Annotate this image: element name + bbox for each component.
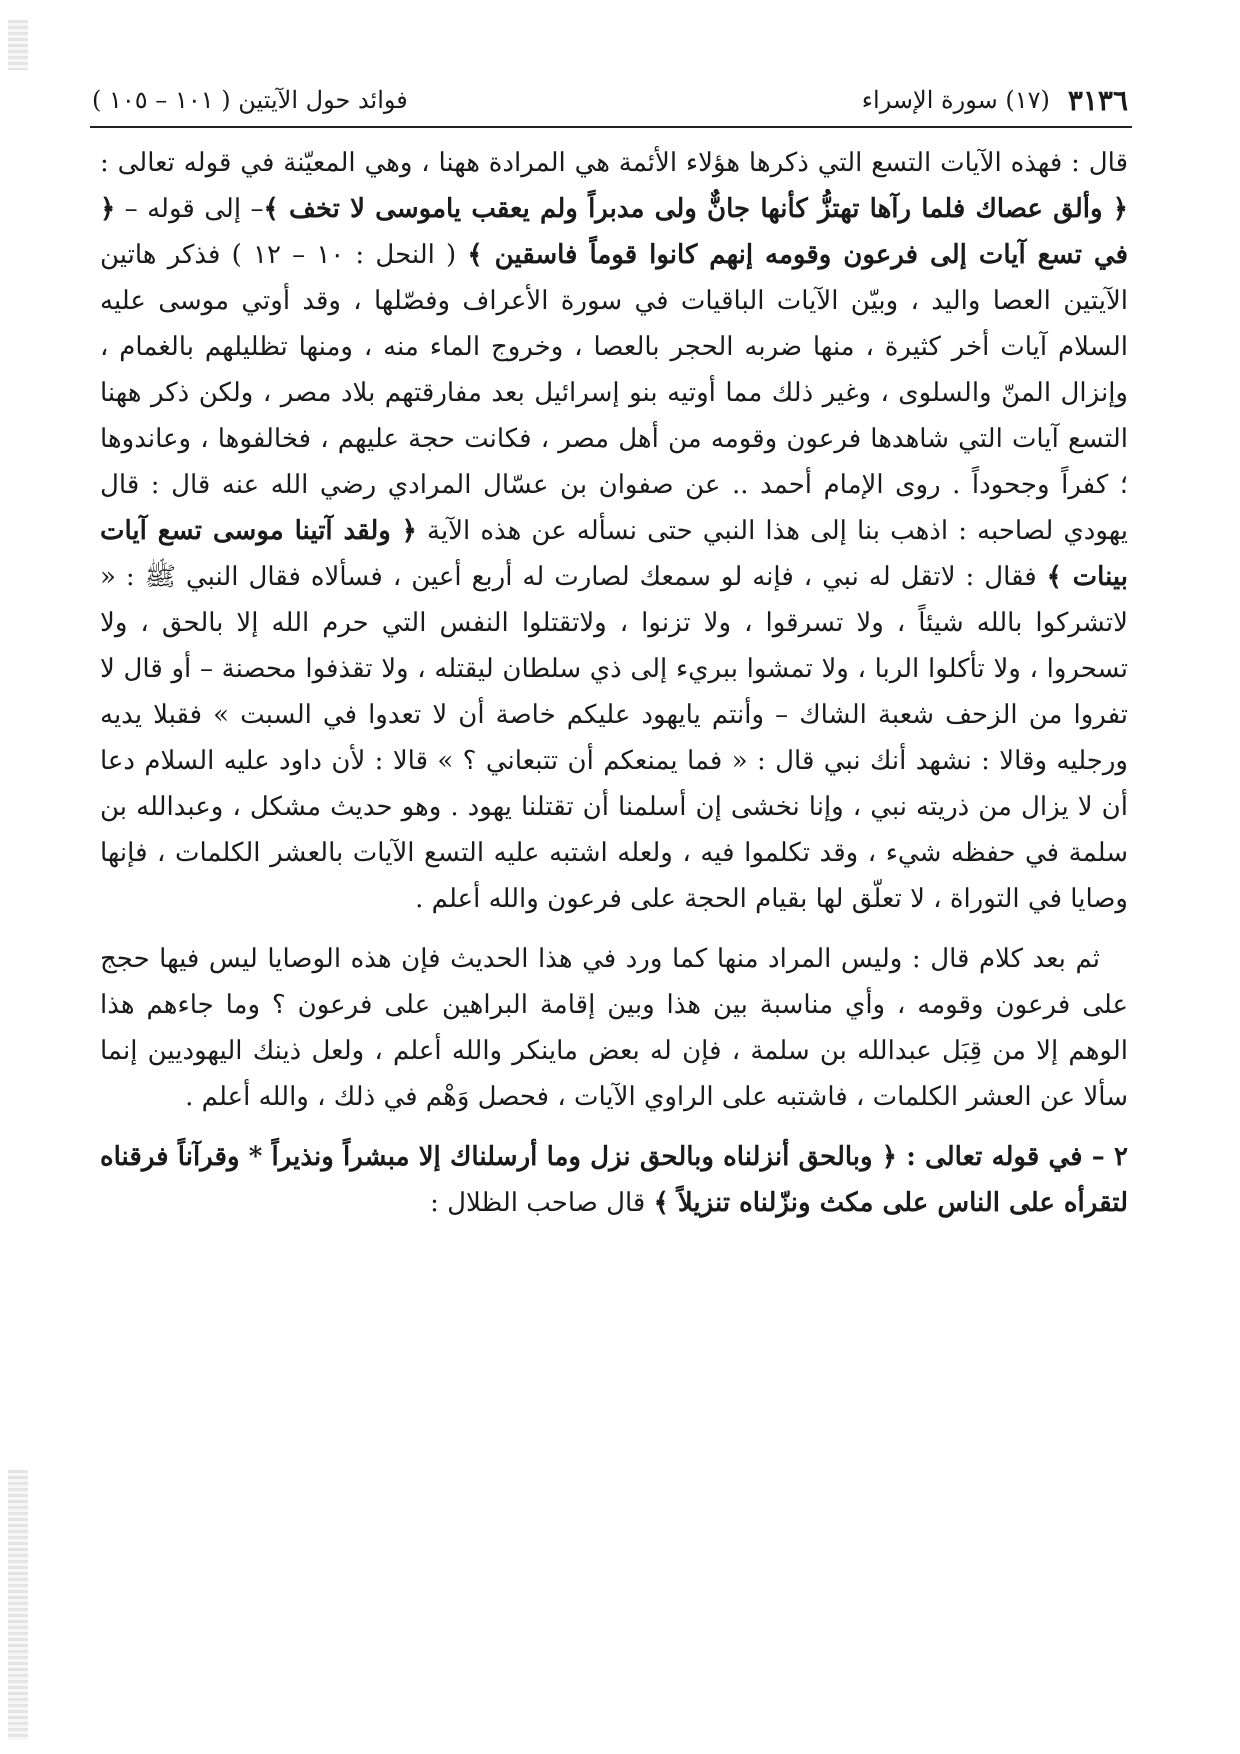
section-title: فوائد حول الآيتين ( ١٠١ – ١٠٥ ) xyxy=(92,86,408,114)
text-segment: ( النحل : ١٠ – ١٢ ) فذكر هاتين الآيتين العصا واليد ، وبيّن الآيات الباقيات في سورة الأعراف وفصّلها ، وقد أوتي موسى عليه السلام آيات أخر كثيرة ، منها ضربه الحجر بالعصا ، وخروج الماء منه ، ومنها تظليلهم بالغمام ، وإنزال المنّ والسلوى ، وغير ذلك مما أوتيه بنو إسرائيل بعد مفارقتهم بلاد مصر ، ولكن ذكر ههنا التسع آيات التي شاهدها فرعون وقومه من أهل مصر ، فكانت حجة عليهم ، فخالفوها ، وعاندوها ؛ كفراً وجحوداً . روى الإمام أحمد .. عن صفوان بن عسّال المرادي رضي الله عنه قال : قال يهودي لصاحبه : اذهب بنا إلى هذا النبي حتى نسأله عن هذه الآية xyxy=(100,240,1128,546)
binding-shadow xyxy=(8,1470,28,1740)
bold-text-segment: ﴿ في تسع آيات إلى فرعون وقومه إنهم كانوا قوماً فاسقين ﴾ xyxy=(100,194,1129,270)
bold-text-segment: ﴿ وألق عصاك فلما رآها تهتزُّ كأنها جانٌّ ولى مدبراً ولم يعقب ياموسى لا تخف ﴾ xyxy=(263,194,1128,224)
text-segment: – إلى قوله – xyxy=(115,194,264,224)
paragraph xyxy=(100,140,1128,922)
header-rule xyxy=(90,126,1132,128)
text-segment: فقال : لاتقل له نبي ، فإنه لو سمعك لصارت له أربع أعين ، فسألاه فقال النبي ﷺ : « لاتشركوا بالله شيئاً ، ولا تسرقوا ، ولا تزنوا ، ولاتقتلوا النفس التي حرم الله إلا بالحق ، ولا تسحروا ، ولا تأكلوا الربا ، ولا تمشوا ببريء إلى ذي سلطان ليقتله ، ولا تقذفوا محصنة – أو قال لا تفروا من الزحف شعبة الشاك – وأنتم يايهود عليكم خاصة أن لا تعدوا في السبت » فقبلا يديه ورجليه وقالا : نشهد أنك نبي قال : « فما يمنعكم أن تتبعاني ؟ » قالا : لأن داود عليه السلام دعا أن لا يزال من ذريته نبي ، وإنا نخشى إن أسلمنا أن تقتلنا يهود . وهو حديث مشكل ، وعبدالله بن سلمة في حفظه شيء ، وقد تكلموا فيه ، ولعله اشتبه عليه التسع الآيات بالعشر الكلمات ، فإنها وصايا في التوراة ، لا تعلّق لها بقيام الحجة على فرعون والله أعلم . xyxy=(100,562,1129,914)
header-right xyxy=(862,84,1128,117)
bold-text-segment: ٢ – في قوله تعالى : xyxy=(897,1142,1128,1172)
text-segment: ثم بعد كلام قال : وليس المراد منها كما ورد في هذا الحديث فإن هذه الوصايا ليس فيها حجج على فرعون وقومه ، وأي مناسبة بين هذا وبين إقامة البراهين على فرعون ؟ وما جاءهم هذا الوهم إلا من قِبَل عبدالله بن سلمة ، فإن له بعض ماينكر والله أعلم ، ولعل ذينك اليهوديين إنما سألا عن العشر الكلمات ، فاشتبه على الراوي الآيات ، فحصل وَهْم في ذلك ، والله أعلم . xyxy=(100,944,1128,1112)
running-header xyxy=(92,78,1128,122)
paragraph xyxy=(100,936,1128,1120)
bold-text-segment: ﴿ ولقد آتينا موسى تسع آيات بينات ﴾ xyxy=(100,516,1128,592)
paragraph xyxy=(100,1134,1128,1226)
binding-shadow xyxy=(8,20,28,70)
surah-title: (١٧) سورة الإسراء xyxy=(861,86,1050,114)
page-number: ٣١٣٦ xyxy=(1067,83,1128,117)
bold-text-segment: ﴿ وبالحق أنزلناه وبالحق نزل وما أرسلناك إلا مبشراً ونذيراً * وقرآناً فرقناه لتقرأه على الناس على مكث ونزّلناه تنزيلاً ﴾ xyxy=(100,1142,1128,1218)
body-text xyxy=(100,140,1128,1226)
text-segment: قال : فهذه الآيات التسع التي ذكرها هؤلاء الأئمة هي المرادة ههنا ، وهي المعيّنة في قوله تعالى : xyxy=(100,148,1128,178)
text-segment: قال صاحب الظلال : xyxy=(430,1188,654,1218)
